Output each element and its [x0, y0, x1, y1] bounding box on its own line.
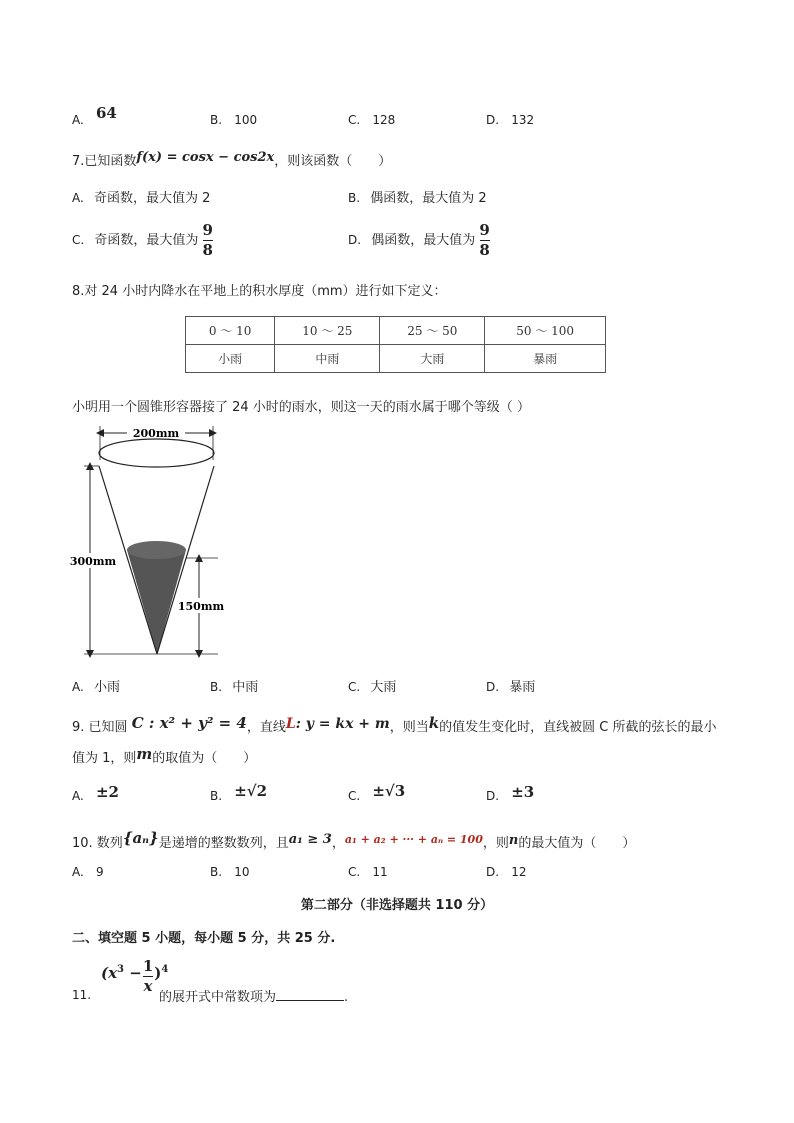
rainfall-definition-table [185, 316, 606, 373]
option-text: 大雨 [370, 680, 397, 695]
expr-close: ) [154, 964, 162, 982]
fraction-9-8 [203, 222, 213, 259]
option-label: D. [486, 865, 500, 879]
q10-mid1: 是递增的整数数列，且 [158, 836, 289, 851]
section-heading: 二、填空题 5 小题，每小题 5 分，共 25 分. [72, 931, 336, 946]
q10-option-c [348, 865, 388, 880]
option-text: 中雨 [232, 680, 259, 695]
option-label: D. [348, 233, 362, 247]
sum-condition: a₁ + a₂ + ··· + aₙ = 100 [344, 833, 483, 846]
q9-option-a [72, 783, 119, 804]
q9-stem-line1 [72, 716, 717, 735]
first-term-condition: a₁ ≥ 3 [288, 832, 332, 847]
option-text: 偶函数，最大值为 2 [370, 191, 487, 206]
option-label: C. [348, 865, 361, 879]
q10-option-b [210, 865, 249, 880]
option-label: B. [210, 865, 223, 879]
param-n: n [508, 833, 519, 848]
table-cell: 中雨 [275, 345, 380, 373]
option-value: 132 [511, 113, 535, 127]
q10-suffix: 的最大值为（ ） [518, 836, 636, 851]
q8-option-a [72, 676, 120, 695]
option-label: C. [72, 233, 85, 247]
q11-text [159, 986, 348, 1005]
q7-option-b [348, 187, 487, 206]
part2-title: 第二部分（非选择题共 110 分） [300, 898, 494, 913]
frac-denominator: 8 [202, 241, 213, 259]
option-value: ±2 [95, 783, 119, 801]
q10-mid2: ，则 [482, 836, 509, 851]
q10-option-d [486, 865, 526, 880]
q9-prefix: 9. 已知圆 [72, 720, 128, 735]
q9-mid3: 的值发生变化时，直线被圆 C 所截的弦长的最小 [439, 720, 717, 735]
option-label: D. [486, 789, 500, 803]
q7-option-c [72, 222, 213, 259]
q9-line2-suffix: 的取值为（ ） [152, 751, 257, 766]
q7-formula: f(x) = cosx − cos2x [136, 150, 275, 165]
option-value: 100 [234, 113, 258, 127]
option-label: A. [72, 789, 84, 803]
frac-denominator: x [143, 977, 153, 995]
option-label: B. [210, 113, 223, 127]
table-cell: 0 ～ 10 [186, 317, 275, 345]
q9-mid2: ，则当 [389, 720, 429, 735]
option-value: ±3 [511, 783, 535, 801]
option-text: 偶函数，最大值为 [371, 233, 476, 248]
option-label: A. [72, 113, 84, 127]
table-cell: 小雨 [186, 345, 275, 373]
q6-option-d [486, 113, 534, 128]
option-label: B. [210, 680, 223, 694]
option-text: 小雨 [93, 680, 120, 695]
frac-numerator: 9 [479, 221, 490, 239]
line-label: L [285, 716, 296, 732]
cone-container-figure [70, 420, 230, 665]
q10-stem [72, 829, 636, 851]
param-k: k [428, 714, 440, 732]
option-label: C. [348, 680, 361, 694]
q9-option-c [348, 782, 406, 804]
q10-comma: ， [331, 836, 345, 851]
left-label: 300mm [70, 555, 117, 568]
right-label: 150mm [177, 600, 225, 613]
table-cell: 50 ～ 100 [485, 317, 606, 345]
line-equation [286, 716, 390, 732]
option-text: 奇函数，最大值为 2 [93, 191, 211, 206]
expr-exponent: 3 [117, 964, 125, 975]
option-value: ±√3 [372, 782, 406, 800]
q9-mid1: ，直线 [246, 720, 286, 735]
q9-option-b [210, 782, 268, 804]
option-value: ±√2 [234, 782, 268, 800]
option-text: 暴雨 [509, 680, 536, 695]
option-value: 128 [372, 113, 396, 127]
q8-stem: 8.对 24 小时内降水在平地上的积水厚度（mm）进行如下定义： [72, 284, 447, 299]
fraction-9-8 [479, 222, 489, 259]
q8-question: 小明用一个圆锥形容器接了 24 小时的雨水，则这一天的雨水属于哪个等级（ ） [72, 400, 530, 415]
q11-number: 11. [72, 988, 92, 1002]
option-label: C. [348, 789, 361, 803]
option-text: 奇函数，最大值为 [94, 233, 199, 248]
frac-numerator: 9 [202, 221, 213, 239]
q9-line2-prefix: 值为 1，则 [72, 751, 137, 766]
q8-option-c [348, 676, 396, 695]
option-label: A. [72, 191, 84, 205]
circle-equation: C : x² + y² = 4 [131, 714, 247, 732]
expr-minus: − [124, 964, 142, 982]
frac-denominator: 8 [479, 241, 490, 259]
option-value: 11 [372, 865, 388, 879]
param-m: m [136, 745, 153, 763]
q10-prefix: 10. 数列 [72, 836, 123, 851]
option-value: 64 [95, 104, 117, 122]
frac-numerator: 1 [142, 957, 154, 975]
option-label: C. [348, 113, 361, 127]
option-label: A. [72, 865, 84, 879]
q9-option-d [486, 783, 535, 804]
cone-rim [99, 439, 214, 467]
option-label: D. [486, 113, 500, 127]
q7-suffix: ，则该函数（ ） [274, 154, 392, 169]
q10-option-a [72, 865, 104, 880]
q7-prefix: 7.已知函数 [72, 154, 137, 169]
q11-end: . [344, 990, 349, 1005]
option-value: 9 [95, 865, 104, 879]
q6-option-a [72, 104, 117, 128]
water-surface [127, 541, 186, 559]
option-value: 10 [234, 865, 250, 879]
table-cell: 大雨 [380, 345, 485, 373]
expr-open: (x [101, 964, 118, 982]
q11-body: 的展开式中常数项为 [159, 990, 277, 1005]
q8-option-d [486, 676, 535, 695]
option-value: 12 [511, 865, 527, 879]
top-label: 200mm [132, 427, 180, 440]
line-rest: : y = kx + m [295, 716, 390, 732]
table-cell: 暴雨 [485, 345, 606, 373]
sequence-notation: {aₙ} [122, 829, 159, 847]
expr-power: 4 [161, 964, 169, 975]
table-cell: 10 ～ 25 [275, 317, 380, 345]
q9-stem-line2 [72, 747, 256, 766]
expr-fraction [143, 958, 153, 995]
option-label: B. [348, 191, 361, 205]
answer-blank[interactable] [276, 986, 344, 1001]
option-label: B. [210, 789, 223, 803]
q6-option-c [348, 113, 395, 128]
table-row [186, 345, 606, 373]
table-row [186, 317, 606, 345]
option-label: A. [72, 680, 84, 694]
q7-option-d [348, 222, 490, 259]
option-label: D. [486, 680, 500, 694]
q6-option-b [210, 113, 257, 128]
q8-option-b [210, 676, 258, 695]
q7-option-a [72, 187, 210, 206]
table-cell: 25 ～ 50 [380, 317, 485, 345]
q7-stem [72, 150, 391, 169]
